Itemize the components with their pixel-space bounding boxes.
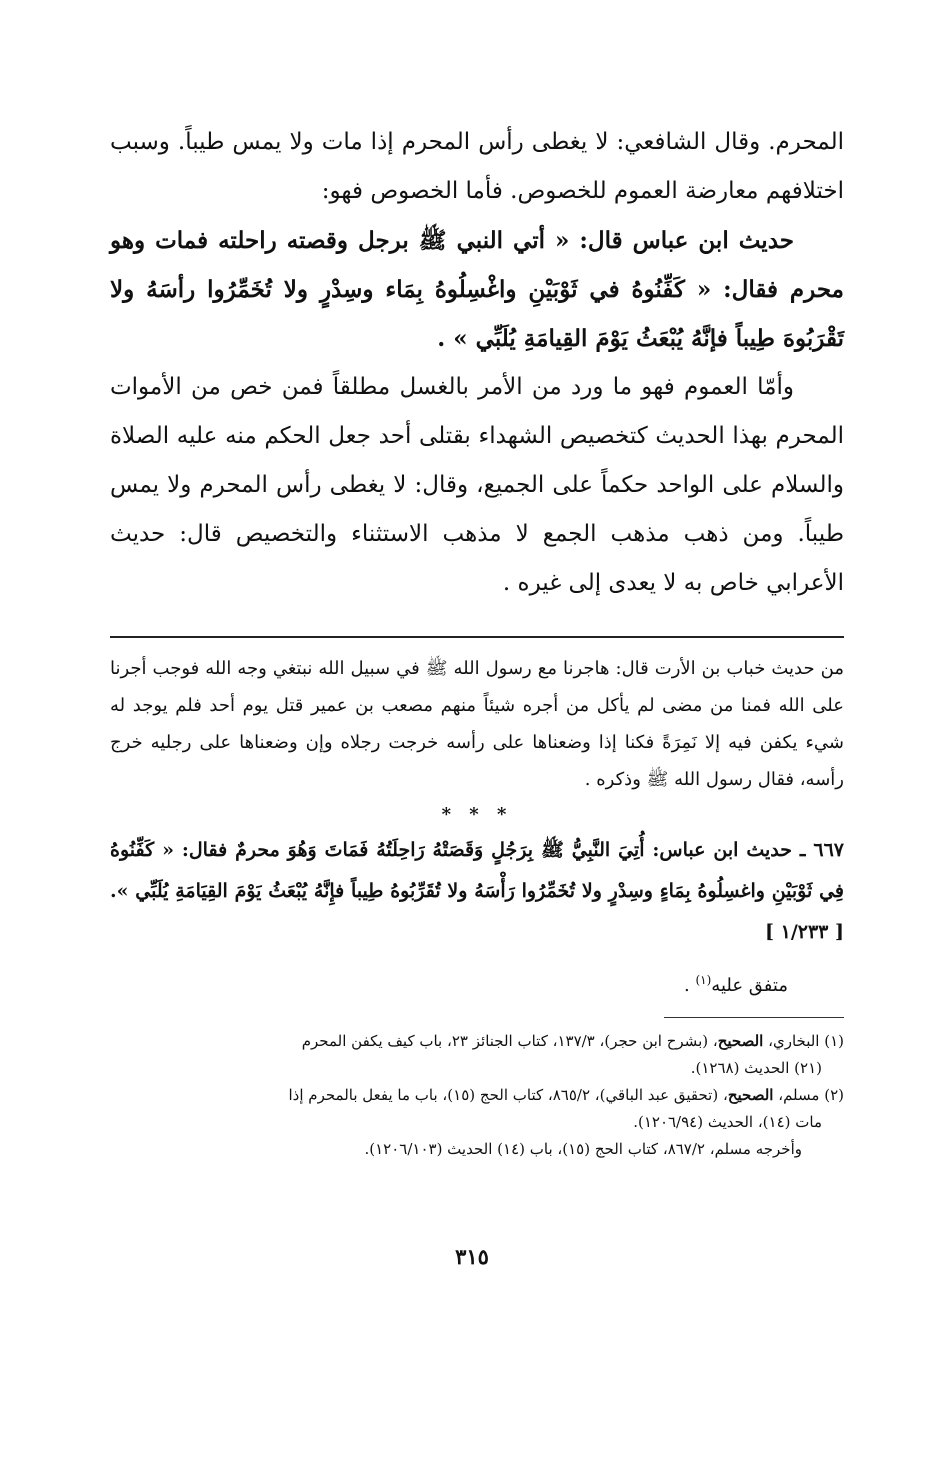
footnote-1-detail: ، (بشرح ابن حجر)، ١٣٧/٣، كتاب الجنائز ٢٣، باب كيف يكفن المحرم (301, 1032, 718, 1050)
book-page (110, 118, 844, 1163)
agreed-text: متفق عليه (711, 975, 788, 996)
hadith-667 (110, 830, 844, 953)
footnote-1 (110, 1028, 844, 1055)
footnote-2-extra: وأخرجه مسلم، ٨٦٧/٢، كتاب الحج (١٥)، باب (١٤) الحديث (١٢٠٦/١٠٣). (364, 1140, 802, 1158)
footnote-divider (664, 1017, 844, 1018)
agreed-end: . (684, 975, 696, 996)
footnote-1-title: الصحيح (717, 1032, 764, 1050)
footnote-2-cont: مات (١٤)، الحديث (١٢٠٦/٩٤). (633, 1113, 822, 1131)
section-divider (110, 636, 844, 638)
footnote-2 (110, 1082, 844, 1109)
commentary-paragraph: من حديث خباب بن الأرت قال: هاجرنا مع رسول الله ﷺ في سبيل الله نبتغي وجه الله فوجب أجرنا على الله فمنا من مضى لم يأكل من أجره شيئاً منهم مصعب بن عمير قتل يوم أحد فلم يوجد له شيء يكفن فيه إلا نَمِرَةً فكنا إذا وضعناها على رأسه خرجت رجلاه وإن وضعناها على رجليه خرج رأسه، فقال رسول الله ﷺ وذكره . (110, 658, 844, 790)
hadith-text: ٦٦٧ ـ حديث ابن عباس: أُتِيَ النَّبِيُّ ﷺ بِرَجُلٍ وَقَصَتْهُ رَاحِلَتُهُ فَمَاتَ وَهُوَ محرمٌ فقال: « كَفِّنُوهُ فِي ثَوْبَيْنِ واغسِلُوهُ بِمَاءٍ وسِدْرٍ ولا تُخَمِّرُوا رَأْسَهُ ولا تُقَرِّبُوهُ طِيباً فإِنَّهُ يُبْعَثُ يَوْمَ القِيَامَةِ يُلَبِّي ». [ ١/٢٣٣ ] (110, 839, 844, 943)
footnote-2-title: الصحيح (727, 1086, 774, 1104)
footnote-ref: (١) (695, 973, 712, 987)
footnote-2-source: (٢) مسلم، (773, 1086, 844, 1104)
agreed-upon (110, 963, 788, 1003)
main-text (110, 118, 844, 608)
main-paragraph-hadith: حديث ابن عباس قال: « أتي النبي ﷺ برجل وقصته راحلته فمات وهو محرم فقال: « كَفِّنُوهُ في ثَوْبَيْنِ واغْسِلُوهُ بِمَاء وسِدْرٍ ولا تُخَمِّرُوا رأسَهُ ولا تَقْرَبُوهَ طِيباً فإنَّهُ يُبْعَثُ يَوْمَ القِيامَةِ يُلَبِّي » . (110, 227, 844, 352)
footnote-2-detail: ، (تحقيق عبد الباقي)، ٨٦٥/٢، كتاب الحج (١٥)، باب ما يفعل بالمحرم إذا (288, 1086, 728, 1104)
page-number: ٣١٥ (455, 1244, 489, 1269)
footnote-1-cont: (٢١) الحديث (١٢٦٨). (690, 1059, 822, 1077)
stars-separator: * * * (441, 804, 513, 825)
commentary (110, 650, 844, 828)
main-paragraph-2: وأمّا العموم فهو ما ورد من الأمر بالغسل مطلقاً فمن خص من الأموات المحرم بهذا الحديث كتخصيص الشهداء بقتلى أحد جعل الحكم منه عليه الصلاة والسلام على الواحد حكماً على الجميع، وقال: لا يغطى رأس المحرم ولا يمس طيباً. ومن ذهب مذهب الجمع لا مذهب الاستثناء والتخصيص قال: حديث الأعرابي خاص به لا يعدى إلى غيره . (110, 374, 844, 596)
footnote-1-source: (١) البخاري، (763, 1032, 844, 1050)
main-paragraph-1: المحرم. وقال الشافعي: لا يغطى رأس المحرم إذا مات ولا يمس طيباً. وسبب اختلافهم معارضة العموم للخصوص. فأما الخصوص فهو: (110, 129, 844, 204)
footnotes (110, 1028, 844, 1163)
